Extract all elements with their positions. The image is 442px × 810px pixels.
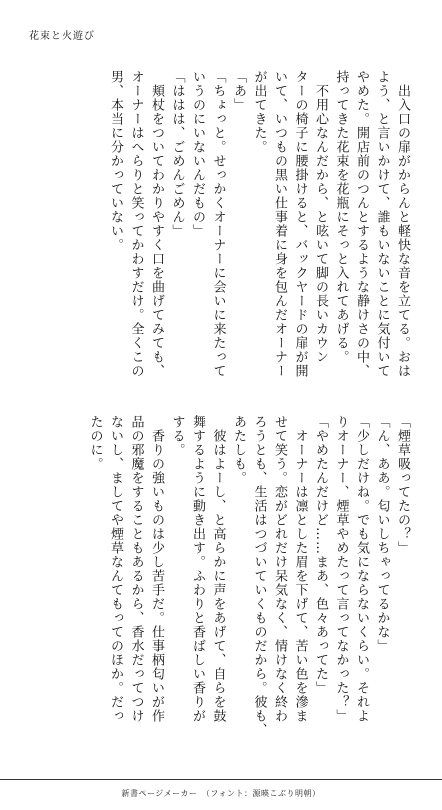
footer-divider <box>0 779 442 780</box>
text-line: 出入口の扉がからんと軽快な音を立てる。おは <box>395 70 410 378</box>
text-line: ターの椅子に腰掛けると、バックヤードの扉が開 <box>292 70 308 378</box>
text-line: 「ん、ああ。匂いしちゃってるかな」 <box>374 415 390 653</box>
page-title: 花束と火遊び <box>29 31 95 42</box>
text-line: 「あ」 <box>231 70 246 112</box>
text-line: せて笑う。恋がどれだけ呆気なく、情けなく終わ <box>272 415 287 723</box>
text-line: 不用心なんだから、と呟いて脚の長いカウン <box>313 70 328 364</box>
text-line: よう、と言いかけて、誰もいないことに気付いて <box>374 70 390 378</box>
text-line: 「ははは、ごめんごめん」 <box>169 70 185 238</box>
text-line: オーナーはへらりと笑ってかわすだけ。全くこの <box>128 70 144 378</box>
text-line: オーナーは凛とした眉を下げて、苦い色を滲ま <box>292 415 308 723</box>
text-line: 「煙草吸ってたの？」 <box>395 415 410 555</box>
text-block-bottom <box>84 415 412 737</box>
text-line: 彼はよーし、と高らかに声をあげて、自らを鼓 <box>210 415 226 723</box>
text-line: いうのにいないんだもの」 <box>190 70 205 238</box>
text-line: ろうとも、生活はつづいていくものだから。彼も、 <box>251 415 267 737</box>
text-line: たのに。 <box>87 415 103 471</box>
text-line: やめた。開店前のつんとするような静けさの中、 <box>354 70 369 378</box>
text-line: ないし、ましてや煙草なんてもってのほか。だっ <box>108 415 123 723</box>
text-block-top <box>105 70 413 380</box>
text-line: りオーナー、煙草やめたって言ってなかった？」 <box>333 415 349 723</box>
text-line: 品の邪魔をすることもあるから、香水だってつけ <box>128 415 144 723</box>
text-line: が出てきた。 <box>251 70 267 154</box>
text-line: する。 <box>169 415 185 457</box>
text-line: 香りの強いものは少し苦手だ。仕事柄匂いが作 <box>149 415 164 723</box>
text-line: 持ってきた花束を花瓶にそっと入れてあげる。 <box>333 70 349 364</box>
text-line: 「やめたんだけど……まあ、色々あってた」 <box>313 415 328 695</box>
text-line: 男、本当に分かっていない。 <box>108 70 123 252</box>
text-line: 「少しだけね。でも気にならないくらい。それよ <box>354 415 369 723</box>
text-line: 頬杖をついてわかりやすく口を曲げてみても、 <box>149 70 164 378</box>
text-line: いて、いつもの黒い仕事着に身を包んだオーナー <box>272 70 287 378</box>
footer-caption: 新書ページメーカー （フォント：源暎こぶり明朝） <box>121 789 321 798</box>
text-line: 舞するように動き出す。ふわりと香ばしい香りが <box>190 415 205 723</box>
text-line: あたしも。 <box>231 415 246 485</box>
text-line: 「ちょっと。せっかくオーナーに会いに来たって <box>210 70 226 378</box>
